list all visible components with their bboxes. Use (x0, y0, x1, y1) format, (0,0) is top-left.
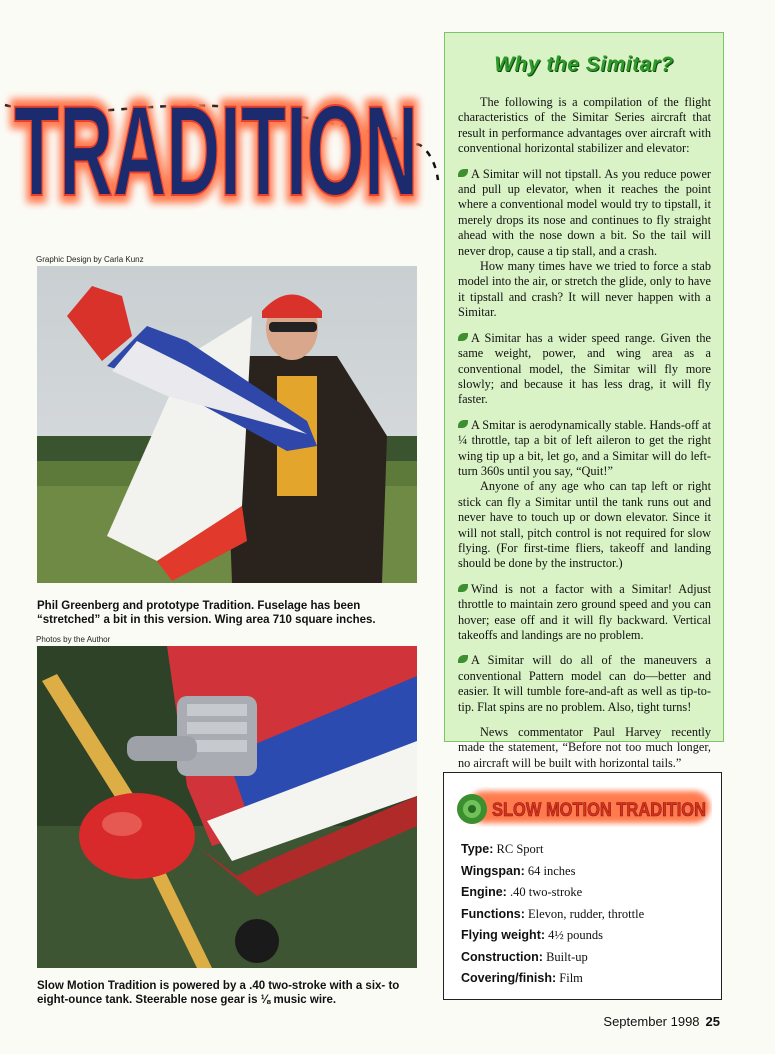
spec-value: 64 inches (527, 863, 576, 878)
spec-label: Wingspan: (461, 863, 525, 878)
issue-date: September 1998 (603, 1014, 700, 1029)
photos-credit: Photos by the Author (36, 635, 111, 644)
sidebar-title: Why the Simitar? (494, 53, 674, 76)
graphic-design-credit: Graphic Design by Carla Kunz (36, 255, 144, 264)
title-glow: TRADITION (14, 80, 419, 223)
article-title-graphic (0, 40, 440, 230)
sidebar-point-1: A Simitar will not tipstall. As you reduce power and pull up elevator, when it reaches the point where a conventional model would try to tipstall, it merely drops its nose and continues to fly straight ahead with the nose down a bit. So the tail will never drop, cause a tip stall, and a crash. (458, 166, 711, 258)
spec-row (461, 904, 711, 926)
spec-value: Film (559, 971, 583, 985)
specs-box (443, 772, 722, 1000)
spec-value: RC Sport (496, 842, 544, 856)
spec-label: Construction: (461, 949, 543, 964)
spec-label: Engine: (461, 885, 507, 899)
sidebar-point-3-continued: Anyone of any age who can tap left or right stick can fly a Simitar until the tank runs out and never have to touch up or down elevator. Since it will not stall, pitch control is not required for slow flying. (For first-time fliers, takeoff and landing should be done by the instructor.) (458, 479, 711, 571)
spec-row (461, 968, 711, 990)
sidebar-point-5: A Simitar will do all of the maneuvers a conventional Pattern model can do—better and easier. It will tumble fore-and-aft as well as tip-to-tip. Flat spins are no problem. Also, tight turns! (458, 653, 711, 714)
specs-list (461, 839, 711, 990)
leaf-bullet-icon (458, 420, 468, 428)
photo1-caption: Phil Greenberg and prototype Tradition. Fuselage has been “stretched” a bit in this version. Wing area 710 square inches. (37, 600, 376, 626)
spec-value: Elevon, rudder, throttle (528, 906, 645, 921)
leaf-bullet-icon (458, 333, 468, 341)
page-number: 25 (705, 1014, 720, 1029)
specs-header-title: SLOW MOTION TRADITION (492, 800, 706, 821)
specs-header-graphic (454, 787, 712, 827)
photo-pilot-with-plane (37, 266, 417, 583)
spec-label: Covering/finish: (461, 971, 557, 985)
page-footer (570, 1014, 720, 1029)
spec-row (461, 882, 711, 904)
leaf-bullet-icon (458, 655, 468, 663)
sidebar-point-2: A Simitar has a wider speed range. Given the same weight, power, and wing area as a conventional model, the Simitar will fly more slowly; and because it has less drag, it will fly faster. (458, 330, 711, 407)
sidebar-point-3: A Smitar is aerodynamically stable. Hands-off at ¼ throttle, tap a bit of left aileron to get the right wing tip up a bit, let go, and a Simitar will do left-turn 360s until you say, “Quit!” (458, 417, 711, 478)
spec-label: Type: (461, 842, 494, 856)
spec-label: Flying weight: (461, 928, 546, 942)
spec-label: Functions: (461, 906, 525, 921)
sidebar-closing: News commentator Paul Harvey recently made the statement, “Before not too much longer, no aircraft will be built with horizontal tails.” (458, 725, 711, 770)
sidebar-why-simitar (444, 32, 724, 770)
sidebar-intro: The following is a compilation of the flight characteristics of the Simitar Series aircraft that result in performance advantages over aircraft with conventional horizontal stabilizer and elevator: (458, 95, 711, 156)
spec-row (461, 861, 711, 883)
snail-icon (457, 794, 487, 824)
spec-row (461, 947, 711, 969)
sidebar-body (458, 95, 711, 787)
spec-value: 4½ pounds (548, 928, 604, 942)
sidebar-point-4: Wind is not a factor with a Simitar! Adjust throttle to maintain zero ground speed and you can hover; ease off and it will fly backward. Vertical takeoffs and landings are no problem. (458, 581, 711, 642)
sidebar-point-1-continued: How many times have we tried to force a stab model into the air, or stretch the glide, only to have it tipstall and crash? It will never happen with a Simitar. (458, 259, 711, 320)
article-title: TRADITION (14, 80, 419, 223)
spec-row (461, 839, 711, 861)
photo-engine-closeup (37, 646, 417, 968)
photo2-caption: Slow Motion Tradition is powered by a .40 two-stroke with a six- to eight-ounce tank. Steerable nose gear is ⅛ music wire. (37, 980, 400, 1006)
leaf-bullet-icon (458, 169, 468, 177)
leaf-bullet-icon (458, 584, 468, 592)
spec-row (461, 925, 711, 947)
spec-value: .40 two-stroke (509, 885, 583, 899)
spec-value: Built-up (546, 949, 588, 964)
